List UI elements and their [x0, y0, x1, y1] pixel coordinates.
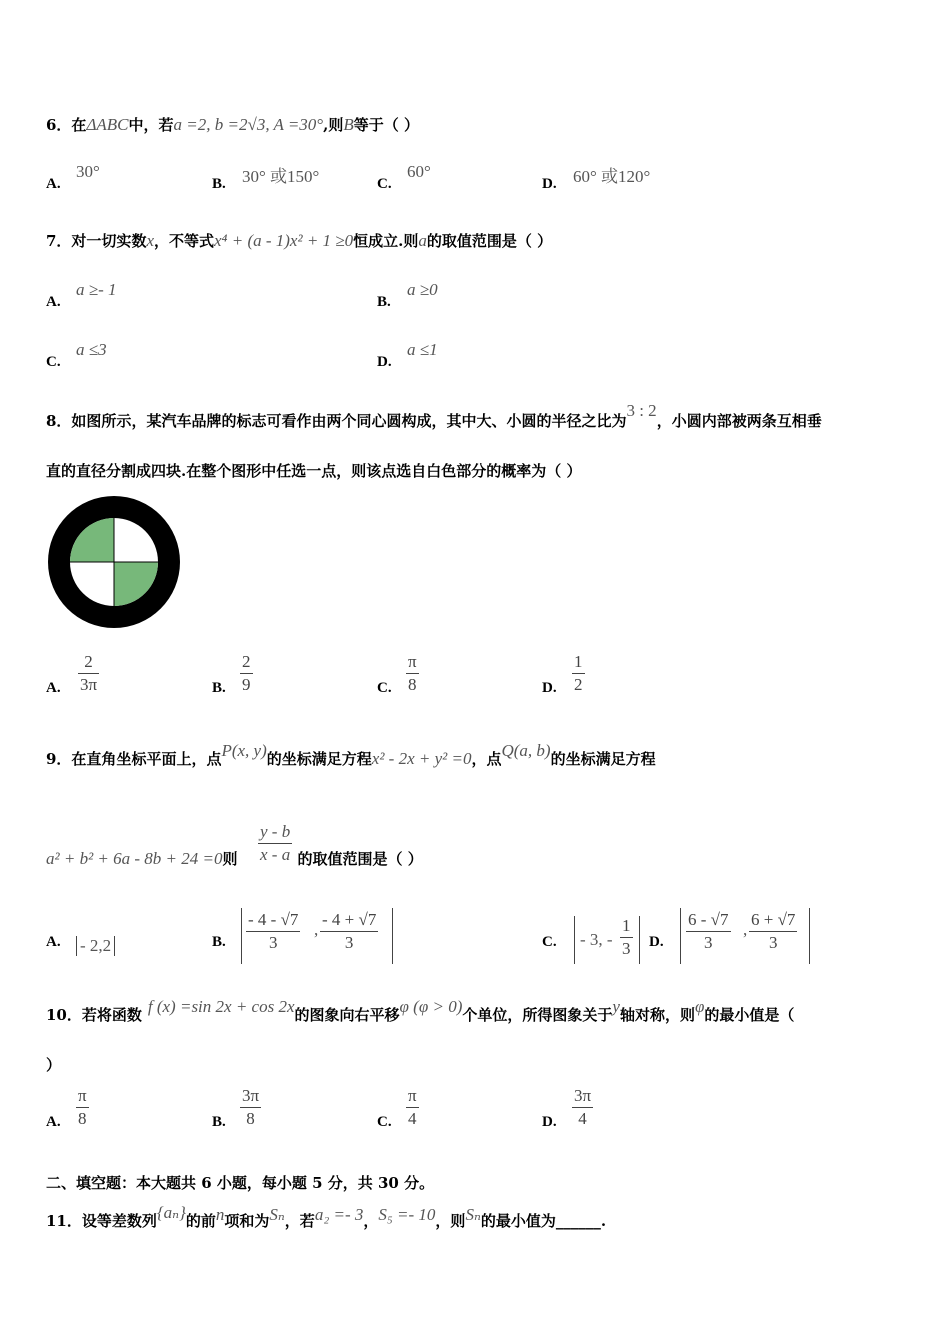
q9-option-d-frac1: [686, 910, 731, 953]
q8-option-a-label: A.: [46, 680, 61, 696]
q8-option-c-den: 8: [408, 675, 417, 694]
q6-option-d-label: D.: [542, 176, 557, 192]
q8-option-b-den: 9: [242, 675, 251, 694]
q7-option-d-label: D.: [377, 354, 392, 370]
q7-option-a-label: A.: [46, 294, 61, 310]
q10-option-b-den: 8: [246, 1109, 255, 1128]
q11-n: n: [215, 1205, 225, 1224]
q7-a: a: [418, 231, 427, 250]
q6-option-b-label: B.: [212, 176, 226, 192]
q11-prefix: 11．设等差数列: [46, 1212, 157, 1230]
q7-stem: [46, 230, 552, 251]
q6-option-a-value: 30°: [76, 162, 100, 181]
q9-point-p: P(x, y): [221, 741, 267, 760]
q9-option-b-frac1: [246, 910, 300, 953]
q11-mid3: ，若: [284, 1212, 315, 1230]
q11-mid4: ，则: [435, 1212, 466, 1230]
q7-option-c-value: a ≤3: [76, 340, 107, 359]
q8-option-d-label: D.: [542, 680, 557, 696]
q9-mid: 的坐标满足方程: [266, 750, 372, 768]
q9-stem-line2: [46, 848, 423, 869]
q9-mid2: ，点: [471, 750, 502, 768]
q9-option-b-frac2: [320, 910, 378, 953]
q9-option-b-d1: 3: [268, 933, 278, 952]
q9-option-d-d1: 3: [704, 933, 713, 952]
q11-end: 的最小值为______.: [480, 1212, 607, 1230]
q8-option-b-label: B.: [212, 680, 226, 696]
q9-frac-num: y - b: [260, 822, 291, 841]
q8-option-a-num: 2: [84, 652, 93, 671]
q9-suffix: 的坐标满足方程: [550, 750, 656, 768]
q11-sn: Sₙ: [269, 1205, 285, 1224]
q6-triangle: ΔABC: [86, 115, 129, 134]
q10-option-b-fraction: [240, 1086, 261, 1129]
q10-option-a-fraction: [76, 1086, 89, 1129]
q7-inequality: x⁴ + (a - 1)x² + 1 ≥0: [214, 231, 354, 250]
car-logo-figure: [46, 494, 182, 630]
q9-option-c-den: 3: [622, 939, 631, 958]
q8-stem-line2: 直的直径分割成四块.在整个图形中任选一点，则该点选自白色部分的概率为（ ）: [46, 462, 582, 480]
q9-option-c-pre: - 3, -: [580, 930, 613, 949]
q8-line1-end: ，小圆内部被两条互相垂: [656, 412, 822, 430]
q7-option-a-value: a ≥- 1: [76, 280, 117, 299]
q9-option-d-d2: 3: [768, 933, 778, 952]
q10-option-d-label: D.: [542, 1114, 557, 1130]
q8-option-d-fraction: [572, 652, 585, 695]
q6-then: ,则: [323, 116, 344, 134]
q9-option-c-frac: [620, 916, 633, 959]
q7-option-b-value: a ≥0: [407, 280, 438, 299]
q10-prefix: 10．若将函数: [46, 1006, 142, 1024]
q10-option-d-fraction: [572, 1086, 593, 1129]
q6-option-d-value: 60° 或120°: [573, 167, 651, 186]
q8-option-b-num: 2: [242, 652, 251, 671]
q9-option-c-num: 1: [622, 916, 631, 935]
q9-option-d-comma: ,: [743, 920, 748, 939]
q11-mid2: 项和为: [224, 1212, 270, 1230]
q10-phi-condition: φ (φ > 0): [399, 997, 463, 1016]
q11-comma: ，: [363, 1212, 379, 1230]
q8-option-d-den: 2: [574, 675, 583, 694]
q7-mid: ，不等式: [154, 232, 215, 250]
q10-mid3: 轴对称，则: [619, 1006, 695, 1024]
q9-then: 则: [222, 850, 238, 868]
q9-option-d-label: D.: [649, 934, 664, 950]
q11-s5: S₅ =- 10: [378, 1205, 436, 1224]
q6-option-c-value: 60°: [407, 162, 431, 181]
q10-option-b-label: B.: [212, 1114, 226, 1130]
q6-prefix: 6．在: [46, 116, 87, 134]
q9-point-q: Q(a, b): [501, 741, 551, 760]
q9-option-d-n1: 6 - √7: [688, 910, 729, 929]
q6-stem: [46, 114, 419, 135]
q10-option-c-label: C.: [377, 1114, 392, 1130]
q10-close-paren: ）: [46, 1056, 62, 1074]
q6-option-a-label: A.: [46, 176, 61, 192]
q6-option-c-label: C.: [377, 176, 392, 192]
q9-stem-line1: [46, 741, 656, 769]
q6-B: B: [343, 115, 354, 134]
q9-option-b-n2: - 4 + √7: [322, 910, 377, 929]
q11-stem: [46, 1203, 607, 1231]
q6-mid: 中，若: [128, 116, 174, 134]
q7-suffix: 的取值范围是（ ）: [426, 232, 553, 250]
q10-option-c-num: π: [408, 1086, 417, 1105]
q10-y: y: [612, 997, 620, 1016]
q9-equation-2: a² + b² + 6a - 8b + 24 =0: [46, 849, 223, 868]
q8-stem-line1: [46, 401, 822, 431]
q7-option-b-label: B.: [377, 294, 391, 310]
q10-option-a-num: π: [78, 1086, 87, 1105]
q11-sequence: {aₙ}: [156, 1203, 186, 1222]
q10-option-c-den: 4: [408, 1109, 417, 1128]
q11-sn-2: Sₙ: [465, 1205, 481, 1224]
q6-option-b-value: 30° 或150°: [242, 167, 320, 186]
section-heading-fill-in: 二、填空题：本大题共 6 小题，每小题 5 分，共 30 分。: [46, 1174, 435, 1192]
q11-a2: a₂ =- 3: [314, 1205, 364, 1224]
q8-option-b-fraction: [240, 652, 253, 695]
q9-ratio-fraction: [258, 822, 292, 865]
q11-mid: 的前: [185, 1212, 216, 1230]
q8-option-d-num: 1: [574, 652, 583, 671]
q8-option-c-label: C.: [377, 680, 392, 696]
q7-x: x: [146, 231, 154, 250]
q10-option-d-num: 3π: [574, 1086, 592, 1105]
q9-option-b-label: B.: [212, 934, 226, 950]
q9-option-c-label: C.: [542, 934, 557, 950]
q9-option-d-frac2: [749, 910, 797, 953]
q10-function: f (x) =sin 2x + cos 2x: [147, 997, 295, 1016]
q9-equation-1: x² - 2x + y² =0: [371, 749, 472, 768]
q7-prefix: 7．对一切实数: [46, 232, 147, 250]
q10-option-b-num: 3π: [242, 1086, 260, 1105]
q9-frac-den: x - a: [260, 845, 291, 864]
q8-option-a-den: 3π: [80, 675, 98, 694]
q8-option-c-num: π: [408, 652, 417, 671]
q8-line1: 8．如图所示，某汽车品牌的标志可看作由两个同心圆构成，其中大、小圆的半径之比为: [46, 412, 627, 430]
q10-option-a-den: 8: [78, 1109, 87, 1128]
q9-option-b-d2: 3: [344, 933, 354, 952]
q10-mid2: 个单位，所得图象关于: [462, 1006, 613, 1024]
q10-mid: 的图象向右平移: [294, 1006, 400, 1024]
q9-option-b-n1: - 4 - √7: [248, 910, 299, 929]
q9-end: 的取值范围是（ ）: [297, 850, 423, 868]
q9-option-b-comma: ,: [314, 920, 319, 939]
q6-suffix: 等于（ ）: [353, 116, 419, 134]
q9-option-a-value: - 2,2: [76, 936, 115, 956]
q9-option-a-label: A.: [46, 934, 61, 950]
q8-option-c-fraction: [406, 652, 419, 695]
q8-ratio: 3 : 2: [626, 401, 657, 420]
q10-end: 的最小值是（: [704, 1006, 795, 1024]
q10-option-c-fraction: [406, 1086, 419, 1129]
q7-option-c-label: C.: [46, 354, 61, 370]
q10-option-d-den: 4: [578, 1109, 587, 1128]
q10-stem-line1: [46, 997, 795, 1025]
q10-option-a-label: A.: [46, 1114, 61, 1130]
q6-condition: a =2, b =2√3, A =30°: [173, 115, 324, 134]
q9-option-d-n2: 6 + √7: [751, 910, 796, 929]
q7-option-d-value: a ≤1: [407, 340, 438, 359]
q8-option-a-fraction: [78, 652, 99, 695]
q10-phi: φ: [694, 997, 705, 1016]
q9-prefix: 9．在直角坐标平面上，点: [46, 750, 222, 768]
q7-mid2: 恒成立.则: [353, 232, 419, 250]
